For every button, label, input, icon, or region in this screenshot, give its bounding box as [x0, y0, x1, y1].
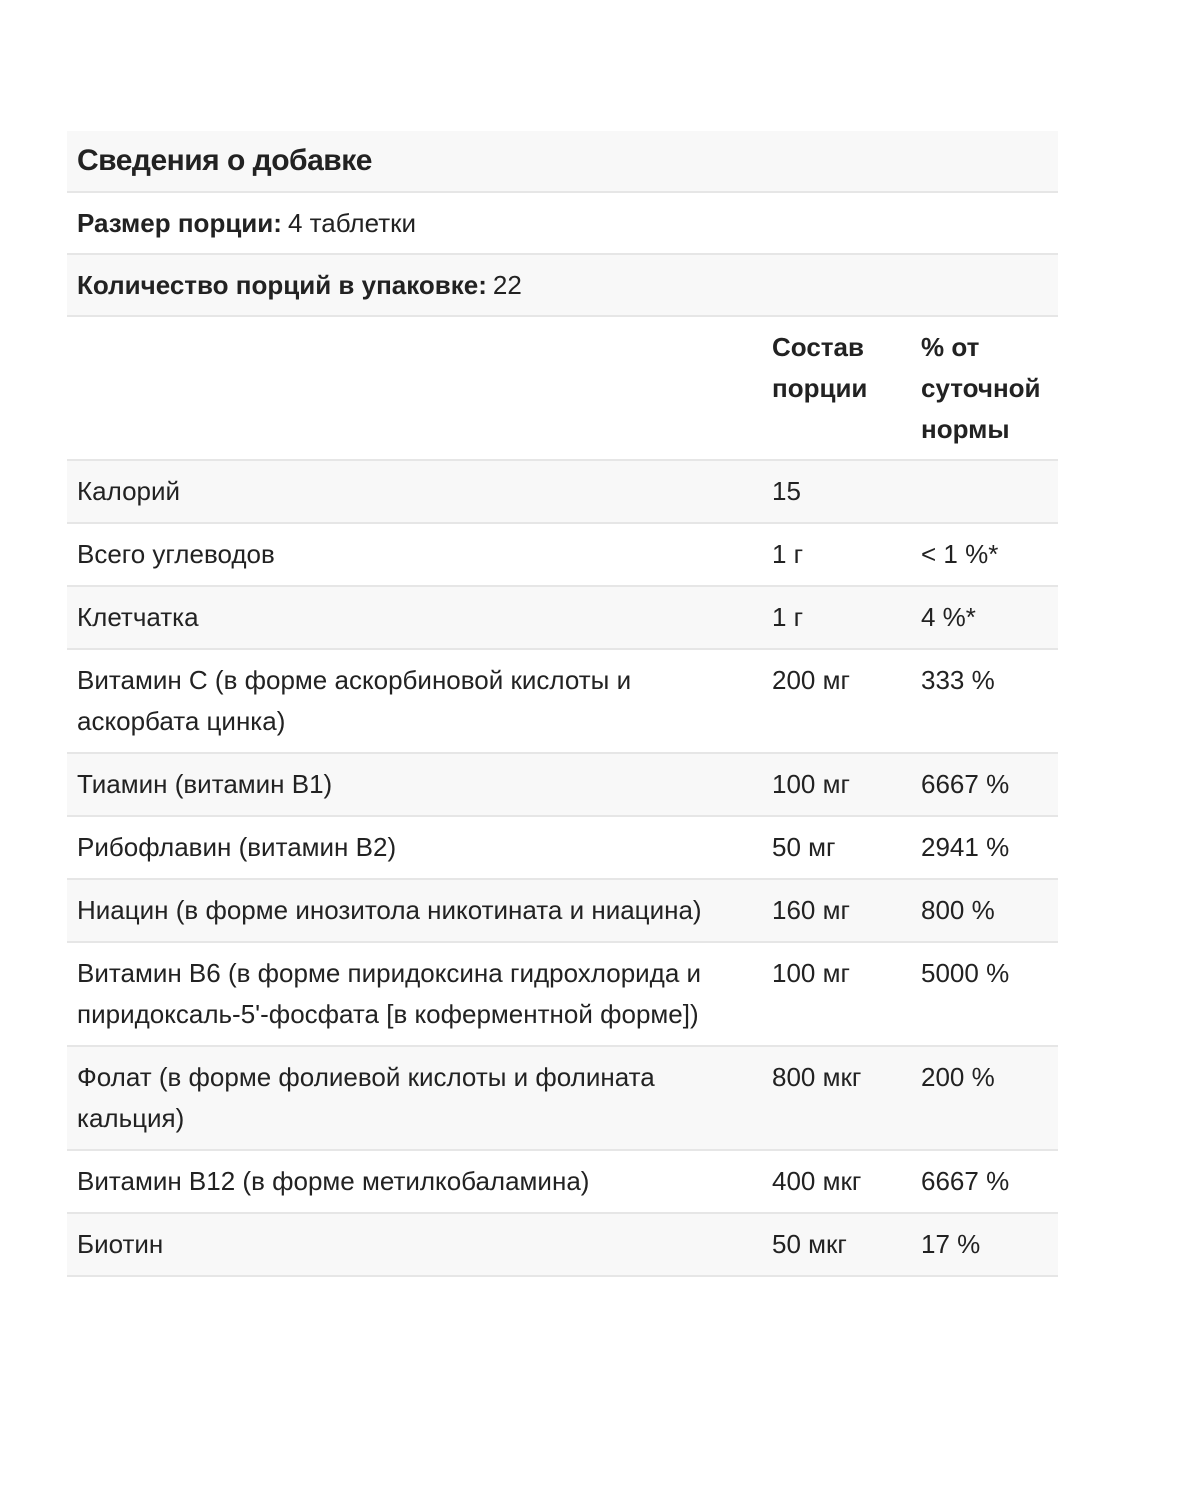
- nutrient-daily-value: 333 %: [921, 665, 995, 695]
- nutrient-amount: 100 мг: [772, 769, 850, 799]
- table-row: [67, 650, 1058, 754]
- nutrient-amount: 15: [772, 476, 801, 506]
- nutrient-daily-value: 4 %*: [921, 602, 976, 632]
- nutrient-name: Ниацин (в форме инозитола никотината и ниацина): [77, 895, 702, 925]
- table-row: [67, 587, 1058, 650]
- serving-size-row: [67, 193, 1058, 255]
- nutrient-amount: 200 мг: [772, 665, 850, 695]
- nutrient-amount: 50 мкг: [772, 1229, 847, 1259]
- nutrient-daily-value: 5000 %: [921, 958, 1010, 988]
- table-row: [67, 943, 1058, 1047]
- nutrient-daily-value: 6667 %: [921, 1166, 1010, 1196]
- nutrient-name: Калорий: [77, 476, 181, 506]
- servings-per-container-value: 22: [492, 269, 522, 300]
- nutrient-name: Клетчатка: [77, 602, 199, 632]
- nutrient-amount: 1 г: [772, 602, 804, 632]
- nutrient-amount: 160 мг: [772, 895, 850, 925]
- nutrient-amount: 100 мг: [772, 958, 850, 988]
- nutrient-name: Витамин B12 (в форме метилкобаламина): [77, 1166, 590, 1196]
- header-name-cell: [67, 327, 761, 459]
- nutrient-amount: 400 мкг: [772, 1166, 862, 1196]
- nutrient-daily-value: [910, 471, 1058, 512]
- servings-per-container-row: [67, 255, 1058, 317]
- serving-size-value: 4 таблетки: [287, 207, 416, 238]
- nutrient-daily-value: 17 %: [921, 1229, 981, 1259]
- serving-size-label: Размер порции:: [77, 207, 282, 238]
- table-row: [67, 524, 1058, 587]
- nutrient-amount: 1 г: [772, 539, 804, 569]
- nutrient-amount: 800 мкг: [772, 1062, 862, 1092]
- table-row: [67, 880, 1058, 943]
- table-row: [67, 1151, 1058, 1214]
- header-dv-line: суточной: [921, 373, 1041, 403]
- nutrient-name: Всего углеводов: [77, 539, 275, 569]
- table-title: Сведения о добавке: [77, 144, 372, 177]
- header-daily-value: [910, 327, 1058, 459]
- supplement-facts-table: [67, 131, 1058, 1277]
- table-row: [67, 461, 1058, 524]
- table-title-row: [67, 131, 1058, 193]
- table-row: [67, 817, 1058, 880]
- header-amount-line: Состав: [772, 332, 864, 362]
- nutrient-amount: 50 мг: [772, 832, 836, 862]
- nutrient-daily-value: 200 %: [921, 1062, 995, 1092]
- nutrient-daily-value: 6667 %: [921, 769, 1010, 799]
- nutrient-name: Биотин: [77, 1229, 164, 1259]
- servings-per-container-label: Количество порций в упаковке:: [77, 269, 487, 300]
- table-row: [67, 1214, 1058, 1277]
- nutrient-daily-value: 2941 %: [921, 832, 1010, 862]
- nutrient-daily-value: 800 %: [921, 895, 995, 925]
- header-amount: [761, 327, 910, 459]
- nutrient-name: Фолат (в форме фолиевой кислоты и фолината кальция): [77, 1062, 655, 1133]
- nutrient-name: Тиамин (витамин B1): [77, 769, 333, 799]
- nutrient-name: Рибофлавин (витамин B2): [77, 832, 397, 862]
- header-dv-line: нормы: [921, 414, 1010, 444]
- nutrient-name: Витамин B6 (в форме пиридоксина гидрохлорида и пиридоксаль-5'-фосфата [в коферментной форме]): [77, 958, 702, 1029]
- table-row: [67, 1047, 1058, 1151]
- header-dv-line: % от: [921, 332, 980, 362]
- nutrient-daily-value: < 1 %*: [921, 539, 999, 569]
- column-header-row: [67, 317, 1058, 461]
- table-row: [67, 754, 1058, 817]
- header-amount-line: порции: [772, 373, 868, 403]
- nutrient-name: Витамин С (в форме аскорбиновой кислоты и аскорбата цинка): [77, 665, 632, 736]
